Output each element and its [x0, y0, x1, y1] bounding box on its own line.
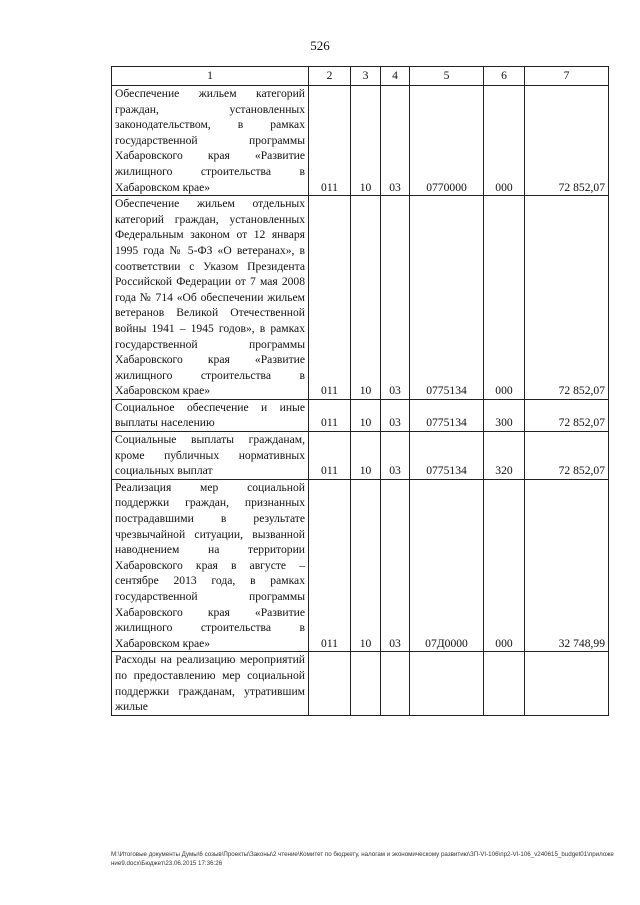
row-expense-type: 000: [484, 479, 525, 652]
row-target: 0775134: [410, 399, 484, 431]
row-section: 10: [351, 399, 381, 431]
row-section: 10: [351, 432, 381, 480]
row-section: [351, 652, 381, 715]
row-section: 10: [351, 479, 381, 652]
table-row: [112, 86, 609, 196]
header-col-6: 6: [484, 67, 525, 86]
row-amount: 32 748,99: [525, 479, 609, 652]
header-col-4: 4: [381, 67, 410, 86]
header-col-1: 1: [112, 67, 309, 86]
row-description: Социальное обеспечение и иные выплаты населению: [112, 399, 309, 431]
row-target: [410, 652, 484, 715]
row-subsection: 03: [381, 86, 410, 196]
table-header-row: [112, 67, 609, 86]
row-subsection: 03: [381, 196, 410, 400]
row-target: 0775134: [410, 196, 484, 400]
row-description: Обеспечение жильем отдельных категорий граждан, установленных Федеральным законом от 12 января 1995 года № 5-ФЗ «О ветеранах», в соответствии с Указом Президента Российской Федерации от 7 мая 2008 года № 714 «Об обеспечении жильем ветеранов Великой Отечественной войны 1941 – 1945 годов», в рамках государственной программы Хабаровского края «Развитие жилищного строительства в Хабаровском крае»: [112, 196, 309, 400]
row-ministry: 011: [309, 399, 351, 431]
row-ministry: [309, 652, 351, 715]
header-col-3: 3: [351, 67, 381, 86]
row-expense-type: 320: [484, 432, 525, 480]
row-description: Расходы на реализацию мероприятий по предоставлению мер социальной поддержки гражданам, утратившим жилые: [112, 652, 309, 715]
row-description: Социальные выплаты гражданам, кроме публичных нормативных социальных выплат: [112, 432, 309, 480]
row-amount: [525, 652, 609, 715]
file-path-footer: M:\Итоговые документы Думы\6 созыв\Проекты\Законы\2 чтение\Комитет по бюджету, налогам и экономическому развитию\ЗП-VI-106\пр2-VI-106_v240615_budget01\приложение9.docx\Бюджет\23.06.2015 17:36:26: [111, 851, 614, 867]
row-expense-type: [484, 652, 525, 715]
table-row: [112, 479, 609, 652]
row-amount: 72 852,07: [525, 196, 609, 400]
budget-table: [111, 66, 609, 716]
row-description: Обеспечение жильем категорий граждан, установленных законодательством, в рамках государственной программы Хабаровского края «Развитие жилищного строительства в Хабаровском крае»: [112, 86, 309, 196]
row-description: Реализация мер социальной поддержки граждан, признанных пострадавшими в результате чрезвычайной ситуации, вызванной наводнением на территории Хабаровского края в августе – сентябре 2013 года, в рамках государственной программы Хабаровского края «Развитие жилищного строительства в Хабаровском крае»: [112, 479, 309, 652]
row-amount: 72 852,07: [525, 432, 609, 480]
row-subsection: [381, 652, 410, 715]
table-row: [112, 432, 609, 480]
row-subsection: 03: [381, 432, 410, 480]
table-row: [112, 196, 609, 400]
row-expense-type: 000: [484, 86, 525, 196]
row-section: 10: [351, 86, 381, 196]
header-col-2: 2: [309, 67, 351, 86]
table-row: [112, 399, 609, 431]
row-expense-type: 000: [484, 196, 525, 400]
row-target: 0775134: [410, 432, 484, 480]
row-expense-type: 300: [484, 399, 525, 431]
row-section: 10: [351, 196, 381, 400]
header-col-7: 7: [525, 67, 609, 86]
row-ministry: 011: [309, 432, 351, 480]
header-col-5: 5: [410, 67, 484, 86]
row-ministry: 011: [309, 479, 351, 652]
row-subsection: 03: [381, 399, 410, 431]
row-subsection: 03: [381, 479, 410, 652]
page-number: 526: [310, 38, 330, 53]
row-ministry: 011: [309, 196, 351, 400]
table-row: [112, 652, 609, 715]
row-ministry: 011: [309, 86, 351, 196]
row-target: 07Д0000: [410, 479, 484, 652]
row-amount: 72 852,07: [525, 86, 609, 196]
row-target: 0770000: [410, 86, 484, 196]
row-amount: 72 852,07: [525, 399, 609, 431]
